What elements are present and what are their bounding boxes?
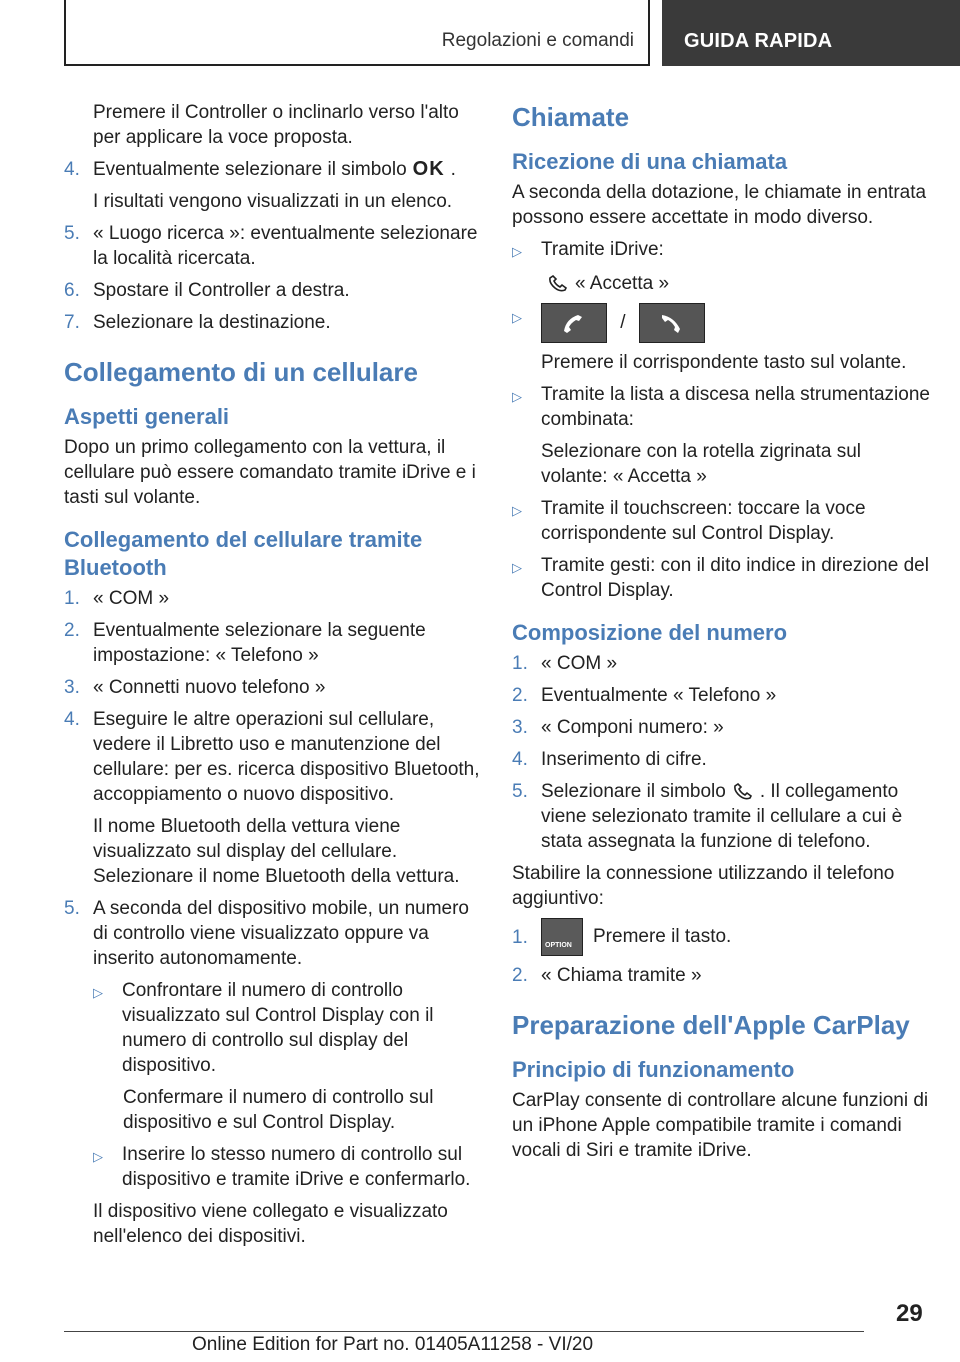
- step-number: 3.: [64, 677, 80, 698]
- button-pair: [541, 303, 932, 343]
- bullet-text: Tramite la lista a discesa nella strumentazione combinata:: [541, 384, 930, 430]
- step-text: Inserimento di cifre.: [541, 749, 707, 770]
- step-text: « COM »: [93, 588, 170, 609]
- step-text: Selezionare la destinazione.: [93, 312, 331, 333]
- bullet-icon: ▷: [93, 985, 103, 1000]
- phone-icon: [547, 275, 569, 293]
- bullet-text: Inserire lo stesso numero di controllo sul dispositivo e tramite iDrive e confermarlo.: [122, 1144, 471, 1190]
- step-number: 3.: [512, 717, 528, 738]
- bullet-icon: ▷: [512, 560, 522, 575]
- list-item: [512, 683, 932, 708]
- step-text: « Chiama tramite »: [541, 965, 702, 986]
- heading-composizione: Composizione del numero: [512, 620, 788, 645]
- option-button-image: [541, 918, 583, 956]
- list-item: [64, 586, 484, 611]
- paragraph: Stabilire la connessione utilizzando il telefono aggiuntivo:: [512, 863, 895, 909]
- step-number: 1.: [512, 926, 528, 948]
- step-text: « Componi numero: »: [541, 717, 724, 738]
- bullet-text: Tramite gesti: con il dito indice in direzione del Control Display.: [541, 555, 929, 601]
- bullet-icon: ▷: [512, 244, 522, 259]
- header-tab-label: GUIDA RAPIDA: [684, 30, 833, 52]
- step-number: 2.: [64, 620, 80, 641]
- bullet-text: Tramite iDrive:: [541, 239, 664, 260]
- paragraph: CarPlay consente di controllare alcune funzioni di un iPhone Apple compatibile tramite i comandi vocali di Siri e tramite iDrive.: [512, 1090, 929, 1161]
- list-item: [64, 278, 484, 303]
- step-number: 6.: [64, 280, 80, 301]
- step-number: 1.: [64, 588, 80, 609]
- header-section-title: Regolazioni e comandi: [441, 30, 634, 51]
- step-number: 4.: [512, 749, 528, 770]
- step-text: « Luogo ricerca »: eventualmente selezionare la località ricercata.: [93, 223, 478, 269]
- step-text: Eventualmente selezionare il simbolo: [93, 159, 407, 180]
- step-subtext: Il nome Bluetooth della vettura viene visualizzato sul display del cellulare. Selezionare il nome Bluetooth della vettura.: [93, 816, 460, 887]
- separator: /: [620, 312, 626, 334]
- step-number: 7.: [64, 312, 80, 333]
- phone-icon: [732, 783, 754, 801]
- bullet-item: [64, 1142, 484, 1192]
- right-column: [512, 100, 932, 1170]
- heading-chiamate: Chiamate: [512, 102, 630, 132]
- header-bottom-rule: [64, 64, 650, 66]
- bullet-icon: ▷: [512, 389, 522, 404]
- step-text-end: . Il collegamento viene selezionato tramite il cellulare a cui è stata assegnata la funzione di telefono.: [541, 781, 903, 852]
- step-text-end: .: [450, 159, 456, 180]
- list-item: [64, 157, 484, 182]
- bullet-subtext: Confermare il numero di controllo sul dispositivo e sul Control Display.: [123, 1087, 434, 1133]
- footer-rule: [64, 1331, 864, 1332]
- step-number: 2.: [512, 685, 528, 706]
- list-item: [64, 310, 484, 335]
- step-text: Premere il tasto.: [593, 926, 732, 948]
- bullet-item: [512, 382, 932, 432]
- bullet-item: [512, 303, 932, 343]
- bullet-subtext: [512, 271, 932, 296]
- step-number: 1.: [512, 653, 528, 674]
- heading-aspetti-generali: Aspetti generali: [64, 404, 230, 429]
- step-text: Selezionare il simbolo: [541, 781, 726, 802]
- list-item: [64, 618, 484, 668]
- bullet-text: Tramite il touchscreen: toccare la voce corrispondente sul Control Display.: [541, 498, 866, 544]
- step-number: 4.: [64, 159, 80, 180]
- bullet-text: Confrontare il numero di controllo visualizzato sul Control Display con il numero di controllo sul display del dispositivo.: [122, 980, 434, 1076]
- step-number: 5.: [64, 898, 80, 919]
- step-text: Eseguire le altre operazioni sul cellulare, vedere il Libretto uso e manutenzione del cellulare: per es. ricerca dispositivo Bluetooth, accoppiamento o nuovo dispositivo.: [93, 709, 480, 805]
- heading-principio: Principio di funzionamento: [512, 1057, 795, 1082]
- option-button-label: OPTION: [545, 942, 572, 949]
- heading-carplay: Preparazione dell'Apple CarPlay: [512, 1010, 910, 1040]
- list-item: [512, 747, 932, 772]
- paragraph: Dopo un primo collegamento con la vettura, il cellulare può essere comandato tramite iDrive e i tasti sul volante.: [64, 437, 476, 508]
- step-text: Eventualmente selezionare la seguente impostazione: « Telefono »: [93, 620, 426, 666]
- paragraph: A seconda della dotazione, le chiamate in entrata possono essere accettate in modo diverso.: [512, 182, 927, 228]
- header-left-rule: [64, 0, 66, 66]
- list-item: [64, 707, 484, 807]
- bullet-icon: ▷: [512, 503, 522, 518]
- page-number: 29: [896, 1300, 923, 1327]
- accept-label: « Accetta »: [575, 273, 670, 294]
- heading-bluetooth: Collegamento del cellulare tramite Bluetooth: [64, 527, 423, 580]
- bullet-subtext: Selezionare con la rotella zigrinata sul volante: « Accetta »: [541, 441, 862, 487]
- header-tab: [662, 0, 960, 66]
- list-item: [64, 896, 484, 971]
- step-text: A seconda del dispositivo mobile, un numero di controllo viene visualizzato oppure va inserito autonomamente.: [93, 898, 470, 969]
- header-right-rule: [648, 0, 650, 66]
- call-accept-button-image: [541, 303, 607, 343]
- step-text: « COM »: [541, 653, 618, 674]
- bullet-item: [512, 237, 932, 264]
- bullet-item: [64, 978, 484, 1078]
- bullet-item: [512, 553, 932, 603]
- step-text-group: [541, 918, 932, 956]
- step-text: « Connetti nuovo telefono »: [93, 677, 326, 698]
- step-text-group: [541, 779, 932, 854]
- bullet-icon: ▷: [93, 1149, 103, 1164]
- list-item: [64, 221, 484, 271]
- bullet-item: [512, 496, 932, 546]
- list-item: [512, 715, 932, 740]
- left-column: [64, 100, 484, 1256]
- call-button-image: [639, 303, 705, 343]
- footer-text: Online Edition for Part no. 01405A11258 - VI/20: [192, 1334, 594, 1355]
- step-number: 2.: [512, 965, 528, 986]
- heading-ricezione: Ricezione di una chiamata: [512, 149, 788, 174]
- step-subtext: Il dispositivo viene collegato e visualizzato nell'elenco dei dispositivi.: [93, 1201, 448, 1247]
- step-number: 4.: [64, 709, 80, 730]
- list-item: [512, 651, 932, 676]
- step-number: 5.: [512, 781, 528, 802]
- list-item: [64, 675, 484, 700]
- step-subtext: I risultati vengono visualizzati in un elenco.: [93, 191, 453, 212]
- list-item: [512, 963, 932, 988]
- bullet-icon: ▷: [512, 310, 522, 325]
- step-text: Spostare il Controller a destra.: [93, 280, 350, 301]
- list-item: [512, 779, 932, 854]
- list-item: [512, 918, 932, 956]
- bullet-subtext: Premere il corrispondente tasto sul volante.: [541, 352, 907, 373]
- ok-icon: OK: [412, 158, 445, 180]
- heading-collegamento: Collegamento di un cellulare: [64, 357, 418, 387]
- intro-text: Premere il Controller o inclinarlo verso l'alto per applicare la voce proposta.: [93, 102, 459, 148]
- step-text: Eventualmente « Telefono »: [541, 685, 777, 706]
- step-number: 5.: [64, 223, 80, 244]
